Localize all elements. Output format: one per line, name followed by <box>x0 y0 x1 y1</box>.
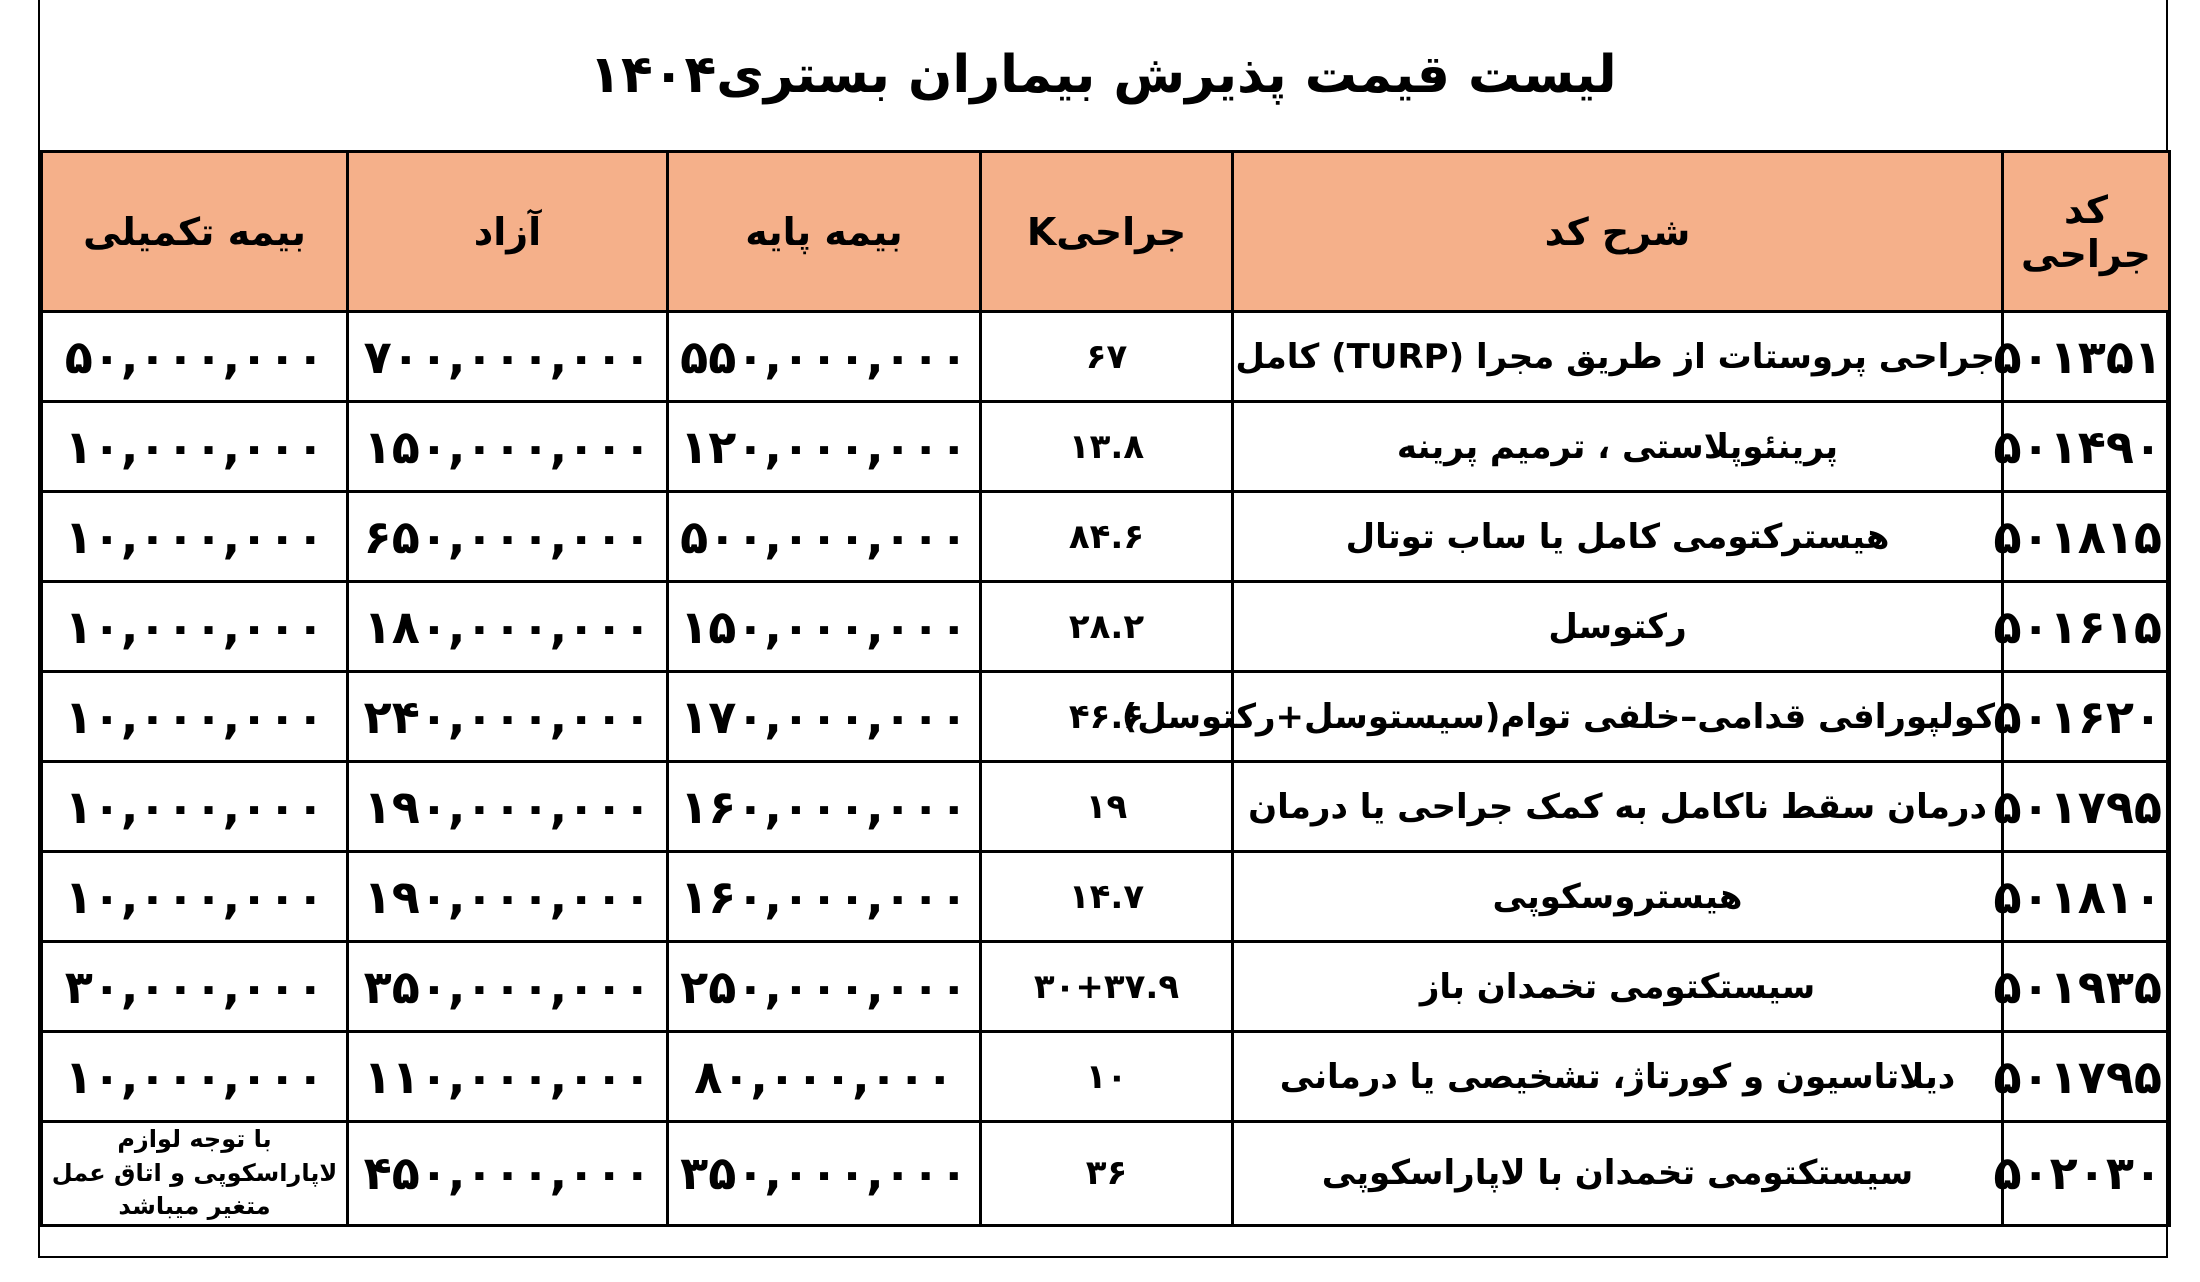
cell-supplementary-insurance: ۳۰,۰۰۰,۰۰۰ <box>42 942 348 1032</box>
cell-description: رکتوسل <box>1233 582 2003 672</box>
cell-basic-insurance: ۳۵۰,۰۰۰,۰۰۰ <box>668 1122 981 1226</box>
cell-code: ۵۰۱۸۱۰ <box>2003 852 2170 942</box>
cell-supplementary-insurance: ۵۰,۰۰۰,۰۰۰ <box>42 312 348 402</box>
cell-free: ۱۹۰,۰۰۰,۰۰۰ <box>348 762 668 852</box>
table-row <box>42 852 2170 942</box>
cell-description: درمان سقط ناکامل به کمک جراحی یا درمان <box>1233 762 2003 852</box>
cell-k: ۱۹ <box>981 762 1233 852</box>
cell-supplementary-insurance: با توجه لوازم لاپاراسکوپی و اتاق عمل متغیر میباشد <box>42 1122 348 1226</box>
cell-free: ۱۱۰,۰۰۰,۰۰۰ <box>348 1032 668 1122</box>
cell-basic-insurance: ۱۵۰,۰۰۰,۰۰۰ <box>668 582 981 672</box>
cell-basic-insurance: ۵۰۰,۰۰۰,۰۰۰ <box>668 492 981 582</box>
cell-code: ۵۰۱۷۹۵ <box>2003 762 2170 852</box>
cell-supplementary-insurance: ۱۰,۰۰۰,۰۰۰ <box>42 402 348 492</box>
table-row <box>42 1032 2170 1122</box>
cell-supplementary-insurance: ۱۰,۰۰۰,۰۰۰ <box>42 672 348 762</box>
cell-basic-insurance: ۸۰,۰۰۰,۰۰۰ <box>668 1032 981 1122</box>
bottom-margin <box>38 1258 2168 1282</box>
cell-free: ۴۵۰,۰۰۰,۰۰۰ <box>348 1122 668 1226</box>
cell-code: ۵۰۱۶۱۵ <box>2003 582 2170 672</box>
cell-description: جراحی پروستات از طریق مجرا (TURP) کامل <box>1233 312 2003 402</box>
cell-description: سیستکتومی تخمدان باز <box>1233 942 2003 1032</box>
cell-description: هیسترکتومی کامل یا ساب توتال <box>1233 492 2003 582</box>
cell-k: ۳۶ <box>981 1122 1233 1226</box>
cell-basic-insurance: ۱۲۰,۰۰۰,۰۰۰ <box>668 402 981 492</box>
table-row <box>42 312 2170 402</box>
cell-supplementary-insurance: ۱۰,۰۰۰,۰۰۰ <box>42 852 348 942</box>
cell-k: ۴۶.۶ <box>981 672 1233 762</box>
table-row <box>42 762 2170 852</box>
table-row <box>42 492 2170 582</box>
cell-k: ۱۳.۸ <box>981 402 1233 492</box>
cell-description: هیستروسکوپی <box>1233 852 2003 942</box>
header-description: شرح کد <box>1233 152 2003 312</box>
cell-description: کولپورافی قدامی–خلفی توام(سیستوسل+رکتوسل) <box>1233 672 2003 762</box>
cell-free: ۳۵۰,۰۰۰,۰۰۰ <box>348 942 668 1032</box>
cell-description: پرینئوپلاستی ، ترمیم پرینه <box>1233 402 2003 492</box>
cell-free: ۲۴۰,۰۰۰,۰۰۰ <box>348 672 668 762</box>
cell-free: ۱۸۰,۰۰۰,۰۰۰ <box>348 582 668 672</box>
cell-free: ۱۵۰,۰۰۰,۰۰۰ <box>348 402 668 492</box>
cell-code: ۵۰۲۰۳۰ <box>2003 1122 2170 1226</box>
cell-free: ۱۹۰,۰۰۰,۰۰۰ <box>348 852 668 942</box>
cell-k: ۱۰ <box>981 1032 1233 1122</box>
cell-code: ۵۰۱۳۵۱ <box>2003 312 2170 402</box>
table-row <box>42 1122 2170 1226</box>
cell-supplementary-insurance: ۱۰,۰۰۰,۰۰۰ <box>42 1032 348 1122</box>
table-row <box>42 402 2170 492</box>
cell-k: ۱۴.۷ <box>981 852 1233 942</box>
cell-basic-insurance: ۵۵۰,۰۰۰,۰۰۰ <box>668 312 981 402</box>
price-table <box>40 150 2171 1227</box>
cell-code: ۵۰۱۷۹۵ <box>2003 1032 2170 1122</box>
cell-free: ۷۰۰,۰۰۰,۰۰۰ <box>348 312 668 402</box>
page-title: لیست قیمت پذیرش بیماران بستری۱۴۰۴ <box>589 45 1617 105</box>
table-row <box>42 942 2170 1032</box>
cell-basic-insurance: ۲۵۰,۰۰۰,۰۰۰ <box>668 942 981 1032</box>
table-row <box>42 582 2170 672</box>
cell-k: ۳۰+۳۷.۹ <box>981 942 1233 1032</box>
cell-free: ۶۵۰,۰۰۰,۰۰۰ <box>348 492 668 582</box>
table-row <box>42 672 2170 762</box>
cell-code: ۵۰۱۶۲۰ <box>2003 672 2170 762</box>
cell-supplementary-insurance: ۱۰,۰۰۰,۰۰۰ <box>42 762 348 852</box>
cell-basic-insurance: ۱۶۰,۰۰۰,۰۰۰ <box>668 852 981 942</box>
cell-code: ۵۰۱۹۳۵ <box>2003 942 2170 1032</box>
cell-code: ۵۰۱۴۹۰ <box>2003 402 2170 492</box>
header-supplementary-insurance: بیمه تکمیلی <box>42 152 348 312</box>
cell-description: سیستکتومی تخمدان با لاپاراسکوپی <box>1233 1122 2003 1226</box>
header-k: جراحیK <box>981 152 1233 312</box>
cell-code: ۵۰۱۸۱۵ <box>2003 492 2170 582</box>
cell-k: ۸۴.۶ <box>981 492 1233 582</box>
cell-description: دیلاتاسیون و کورتاژ، تشخیصی یا درمانی <box>1233 1032 2003 1122</box>
header-basic-insurance: بیمه پایه <box>668 152 981 312</box>
cell-k: ۲۸.۲ <box>981 582 1233 672</box>
header-free: آزاد <box>348 152 668 312</box>
cell-supplementary-insurance: ۱۰,۰۰۰,۰۰۰ <box>42 492 348 582</box>
header-code: کد جراحی <box>2003 152 2170 312</box>
cell-supplementary-insurance: ۱۰,۰۰۰,۰۰۰ <box>42 582 348 672</box>
table-header-row <box>42 152 2170 312</box>
cell-k: ۶۷ <box>981 312 1233 402</box>
cell-basic-insurance: ۱۶۰,۰۰۰,۰۰۰ <box>668 762 981 852</box>
cell-basic-insurance: ۱۷۰,۰۰۰,۰۰۰ <box>668 672 981 762</box>
